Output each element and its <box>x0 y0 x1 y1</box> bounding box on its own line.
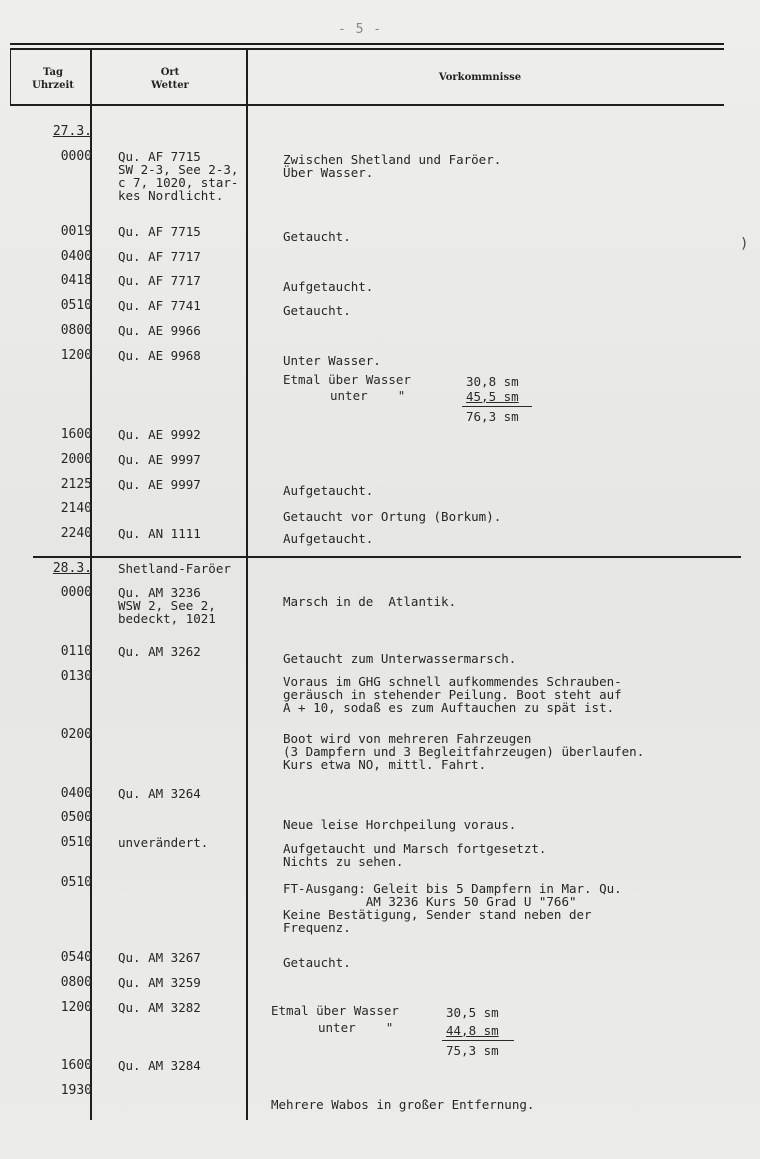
entry-time: 0800 <box>60 975 92 990</box>
entry-text: Getaucht. <box>283 229 351 244</box>
entry-ort: Qu. AM 3282 <box>118 1000 201 1015</box>
entry-time: 0000 <box>60 149 92 164</box>
margin-bracket-mark: ) <box>740 236 749 252</box>
entry-time: 1600 <box>60 1058 92 1073</box>
etmal2-label-2: unter " <box>318 1020 394 1035</box>
entry-time: 0400 <box>60 249 92 264</box>
entry-ort: Qu. AF 7715 SW 2-3, See 2-3, c 7, 1020, star- kes Nordlicht. <box>118 149 239 203</box>
header-vorkommnisse: Vorkommnisse <box>438 72 522 83</box>
entry-text: Getaucht vor Ortung (Borkum). <box>283 509 502 524</box>
entry-time: 0540 <box>60 950 92 965</box>
header-uhrzeit-label: Uhrzeit <box>32 80 74 91</box>
entry-ort: Qu. AE 9997 <box>118 452 201 467</box>
entry-text: Aufgetaucht. <box>283 483 374 498</box>
entry-ort: Qu. AM 3262 <box>118 644 201 659</box>
entry-ort: Qu. AF 7715 <box>118 224 201 239</box>
entry-time: 2140 <box>60 501 92 516</box>
entry-ort: unverändert. <box>118 835 209 850</box>
entry-time: 0019 <box>60 224 92 239</box>
entry-text: Zwischen Shetland und Faröer. Über Wasser. <box>283 152 502 180</box>
entry-time: 0400 <box>60 786 92 801</box>
top-rule <box>10 43 724 45</box>
entry-text: Boot wird von mehreren Fahrzeugen (3 Dampfern und 3 Begleitfahrzeugen) überlaufen. Kurs etwa NO, mittl. Fahrt. <box>283 731 645 772</box>
etmal-total: 76,3 sm <box>466 409 519 424</box>
etmal-value-2: 45,5 sm <box>466 389 519 404</box>
entry-time: 0510 <box>60 875 92 890</box>
entry-time: 1600 <box>60 427 92 442</box>
header-ort <box>120 66 220 92</box>
etmal2-value-2: 44,8 sm <box>446 1023 499 1038</box>
etmal-value-1: 30,8 sm <box>466 374 519 389</box>
entry-ort: Qu. AM 3264 <box>118 786 201 801</box>
entry-text: Aufgetaucht. <box>283 531 374 546</box>
entry-text: Getaucht. <box>283 303 351 318</box>
etmal-label-1: Etmal über Wasser <box>283 372 411 387</box>
entry-time: 2240 <box>60 526 92 541</box>
entry-time: 0110 <box>60 644 92 659</box>
entry-ort: Qu. AF 7717 <box>118 249 201 264</box>
entry-ort: Qu. AE 9992 <box>118 427 201 442</box>
entry-time: 0130 <box>60 669 92 684</box>
etmal2-value-1: 30,5 sm <box>446 1005 499 1020</box>
entry-ort: Qu. AM 3259 <box>118 975 201 990</box>
entry-text: Aufgetaucht. <box>283 279 374 294</box>
entry-ort: Qu. AE 9997 <box>118 477 201 492</box>
entry-text: Unter Wasser. <box>283 353 381 368</box>
entry-time: 0510 <box>60 835 92 850</box>
entry-time: 0000 <box>60 585 92 600</box>
entry-time: 1930 <box>60 1083 92 1098</box>
entry-ort: Qu. AM 3284 <box>118 1058 201 1073</box>
etmal-label-2: unter " <box>330 388 406 403</box>
entry-time: 1200 <box>60 1000 92 1015</box>
entry-time: 0500 <box>60 810 92 825</box>
etmal-sum-line <box>462 406 532 407</box>
etmal2-label-1: Etmal über Wasser <box>271 1003 399 1018</box>
entry-text: Voraus im GHG schnell aufkommendes Schrauben- geräusch in stehender Peilung. Boot steht auf A + 10, sodaß es zum Auftauchen zu spät ist. <box>283 674 622 715</box>
header-tag-label: Tag <box>43 67 63 78</box>
entry-time: 0418 <box>60 273 92 288</box>
entry-ort: Qu. AM 3267 <box>118 950 201 965</box>
entry-text: Aufgetaucht und Marsch fortgesetzt. Nichts zu sehen. <box>283 841 547 869</box>
entry-time: 0200 <box>60 727 92 742</box>
entry-text: FT-Ausgang: Geleit bis 5 Dampfern in Mar. Qu. AM 3236 Kurs 50 Grad U "766" Keine Bestätigung, Sender stand neben der Frequenz. <box>283 881 622 935</box>
entry-ort: Qu. AE 9966 <box>118 323 201 338</box>
entry-ort: Qu. AN 1111 <box>118 526 201 541</box>
entry-ort: Qu. AF 7741 <box>118 298 201 313</box>
entry-text: Getaucht zum Unterwassermarsch. <box>283 651 517 666</box>
entry-text: Neue leise Horchpeilung voraus. <box>283 817 517 832</box>
entry-time: 27.3. <box>52 124 92 139</box>
entry-time: 28.3. <box>52 561 92 576</box>
day-separator <box>33 556 741 558</box>
entry-text: Getaucht. <box>283 955 351 970</box>
entry-time: 0800 <box>60 323 92 338</box>
entry-text: Mehrere Wabos in großer Entfernung. <box>271 1097 535 1112</box>
entry-time: 1200 <box>60 348 92 363</box>
entry-ort: Shetland-Faröer <box>118 561 231 576</box>
entry-time: 2000 <box>60 452 92 467</box>
page-number: - 5 - <box>338 22 383 37</box>
entry-ort: Qu. AE 9968 <box>118 348 201 363</box>
entry-text: Marsch in de Atlantik. <box>283 594 457 609</box>
header-ort-label: Ort <box>160 67 180 78</box>
etmal2-sum-line <box>442 1040 514 1041</box>
header-bottom-rule <box>10 104 724 106</box>
entry-ort: Qu. AF 7717 <box>118 273 201 288</box>
top-rule-2 <box>10 48 724 50</box>
header-tag <box>18 66 88 92</box>
entry-time: 2125 <box>60 477 92 492</box>
entry-ort: Qu. AM 3236 WSW 2, See 2, bedeckt, 1021 <box>118 585 216 626</box>
header-wetter-label: Wetter <box>151 80 189 91</box>
left-edge <box>10 48 11 106</box>
etmal2-total: 75,3 sm <box>446 1043 499 1058</box>
entry-time: 0510 <box>60 298 92 313</box>
